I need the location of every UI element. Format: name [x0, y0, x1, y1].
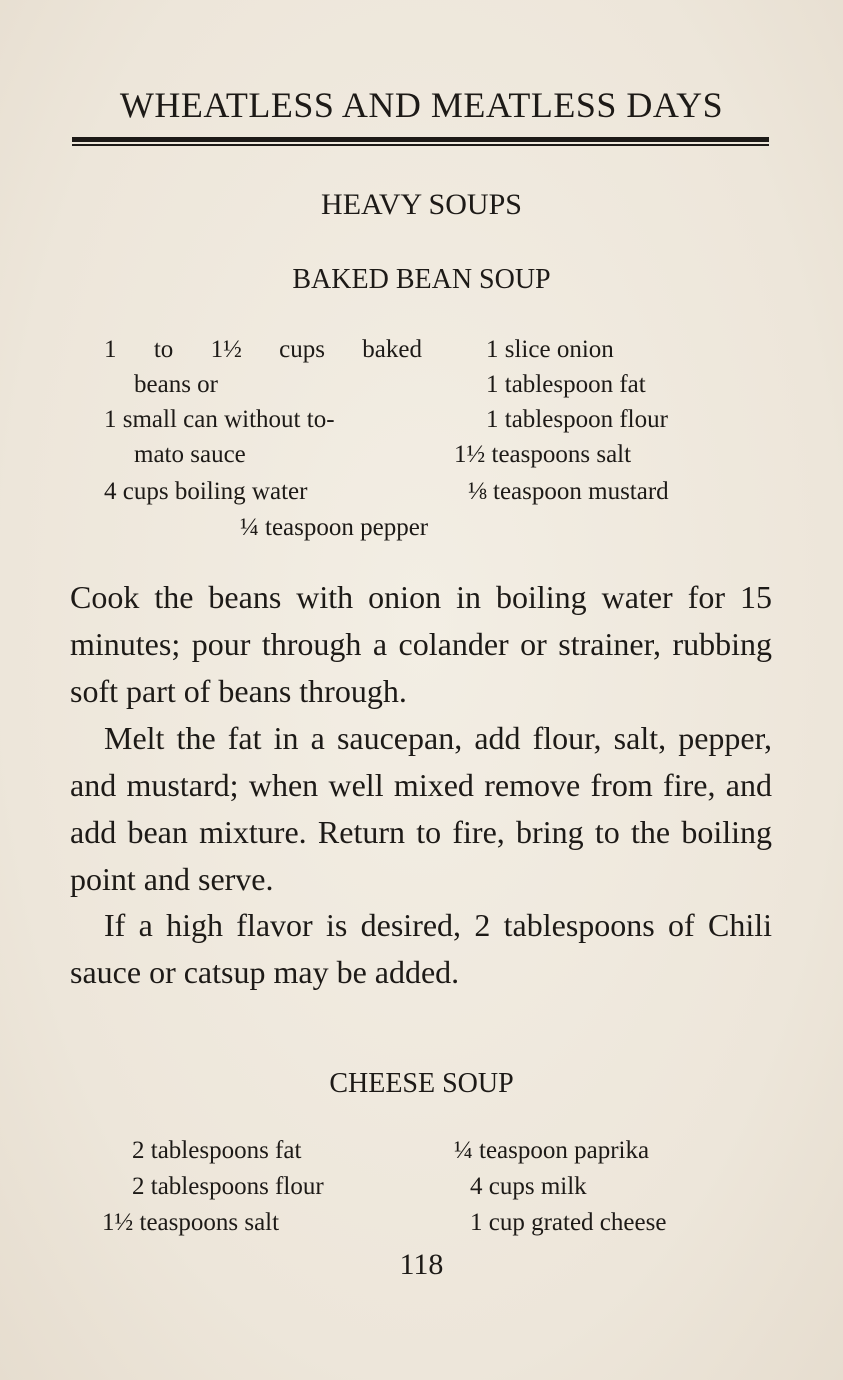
- recipe-title-baked-bean-soup: BAKED BEAN SOUP: [292, 264, 551, 295]
- ingredient-right-4: 1½ teaspoons salt: [454, 441, 632, 468]
- ingredient-left-5: 4 cups boiling water: [104, 478, 308, 505]
- cheese-ingredient-left-3: 1½ teaspoons salt: [102, 1209, 280, 1236]
- ingredient-center: ¼ teaspoon pepper: [240, 514, 429, 541]
- cheese-ingredient-right-2: 4 cups milk: [470, 1173, 587, 1200]
- method-paragraph-3: If a high flavor is desired, 2 tablespoons of Chili sauce or catsup may be added.: [70, 907, 772, 990]
- ingredient-left-2: beans or: [134, 371, 218, 398]
- ingredient-right-2: 1 tablespoon fat: [486, 371, 646, 398]
- cheese-ingredient-right-3: 1 cup grated cheese: [470, 1209, 667, 1236]
- header-rule-thick: [72, 137, 769, 142]
- ingredient-left-3: 1 small can without to-: [104, 406, 335, 433]
- ingredient-left-4: mato sauce: [134, 441, 246, 468]
- recipe-title-cheese-soup: CHEESE SOUP: [329, 1068, 514, 1099]
- page-number: 118: [399, 1248, 444, 1281]
- header-rule-thin: [72, 144, 769, 146]
- cheese-ingredient-right-1: ¼ teaspoon paprika: [454, 1137, 650, 1164]
- ingredient-right-1: 1 slice onion: [486, 336, 614, 363]
- cheese-ingredient-left-1: 2 tablespoons fat: [132, 1137, 302, 1164]
- running-head: WHEATLESS AND MEATLESS DAYS: [119, 85, 724, 125]
- method-paragraph-1: Cook the beans with onion in boiling water for 15 minutes; pour through a colander or strainer, rubbing soft part of beans through.: [70, 579, 772, 709]
- ingredient-left-1: 1 to 1½ cups baked: [104, 336, 422, 363]
- ingredient-right-5: ⅛ teaspoon mustard: [468, 478, 669, 505]
- section-title: HEAVY SOUPS: [321, 188, 522, 221]
- cheese-ingredient-left-2: 2 tablespoons flour: [132, 1173, 324, 1200]
- method-paragraph-2: Melt the fat in a saucepan, add flour, salt, pepper, and mustard; when well mixed remove from fire, and add bean mixture. Return to fire, bring to the boiling point and serve.: [70, 720, 772, 897]
- ingredient-right-3: 1 tablespoon flour: [486, 406, 668, 433]
